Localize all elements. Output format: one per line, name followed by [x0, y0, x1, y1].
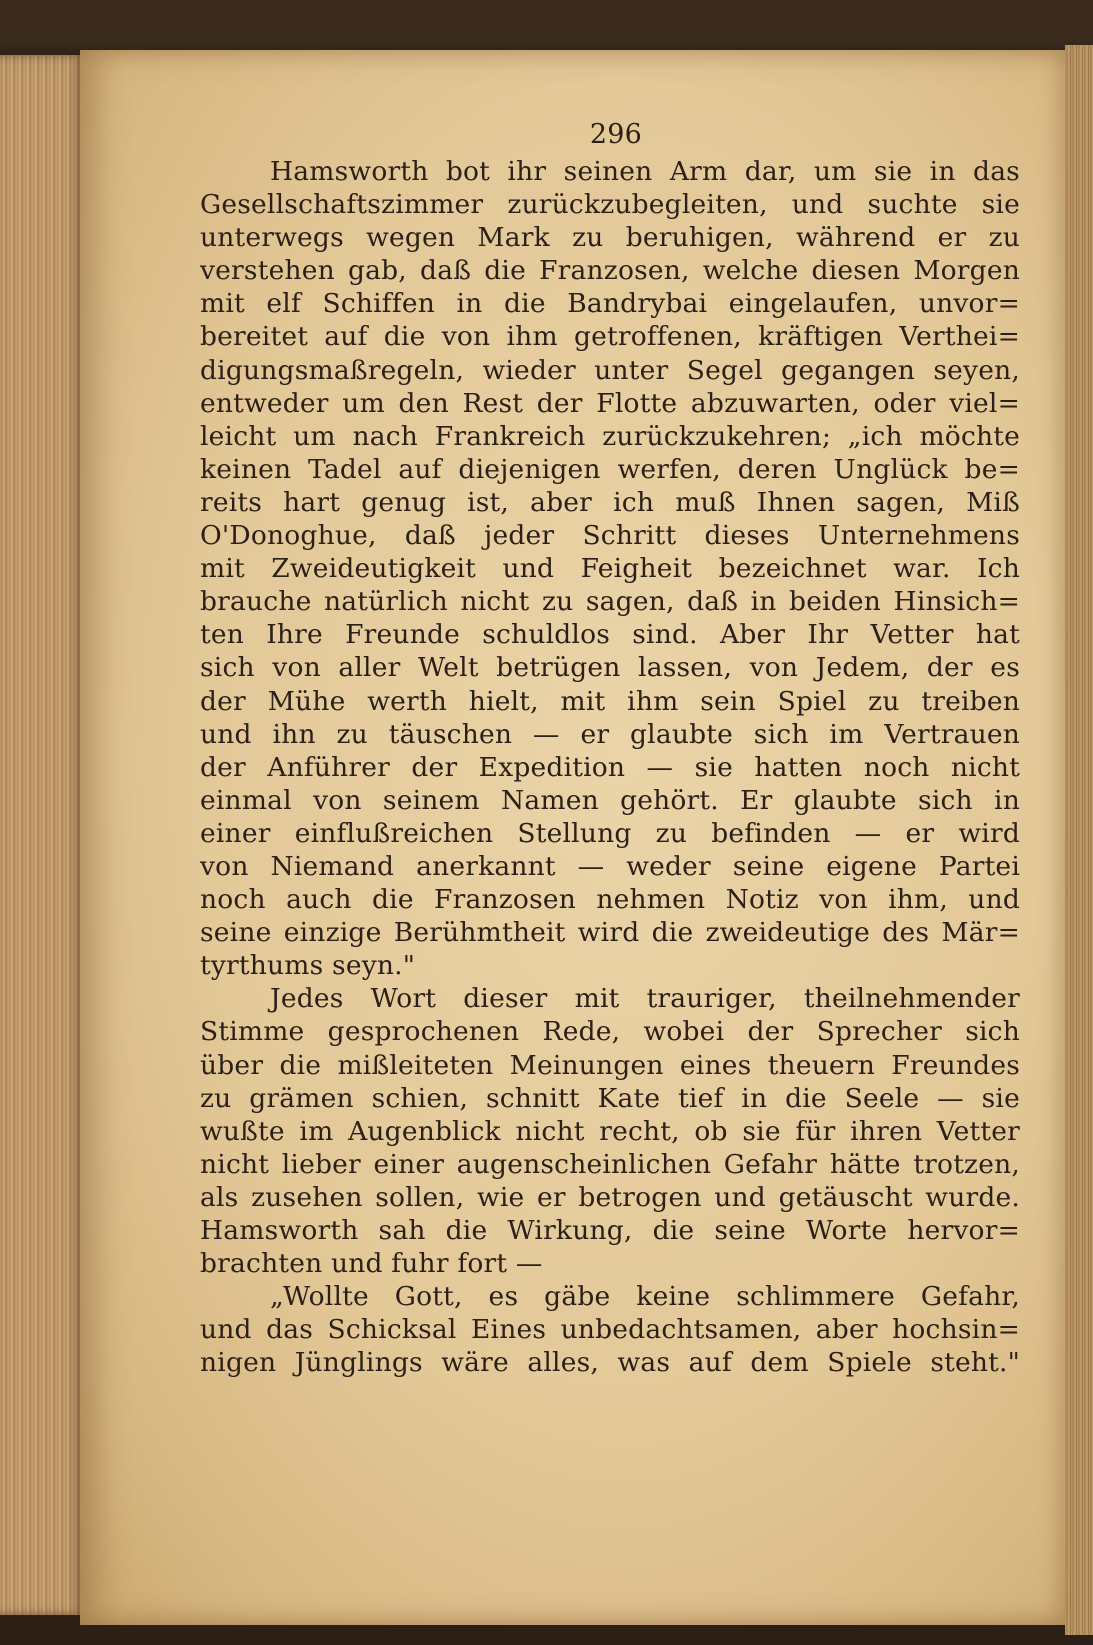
text-line: einer einflußreichen Stellung zu befinden — er wird — [200, 817, 1020, 849]
text-line: tyrthums seyn." — [200, 950, 416, 982]
text-line: O'Donoghue, daß jeder Schritt dieses Unternehmens — [200, 520, 1020, 552]
text-line: ten Ihre Freunde schuldlos sind. Aber Ihr Vetter hat — [200, 619, 1020, 651]
text-line: als zusehen sollen, wie er betrogen und getäuscht wurde. — [200, 1181, 1020, 1213]
page-number: 296 — [589, 119, 643, 150]
text-line: verstehen gab, daß die Franzosen, welche diesen Morgen — [200, 255, 1020, 287]
text-line: entweder um den Rest der Flotte abzuwarten, oder viel= — [200, 387, 1020, 419]
text-block — [200, 115, 1020, 1379]
text-line: Jedes Wort dieser mit trauriger, theilnehmender — [270, 983, 1020, 1015]
text-line: brachten und fuhr fort — — [200, 1248, 543, 1280]
text-line: über die mißleiteten Meinungen eines theuern Freundes — [200, 1049, 1020, 1081]
text-line: der Anführer der Expedition — sie hatten noch nicht — [200, 751, 1020, 783]
text-line: nigen Jünglings wäre alles, was auf dem Spiele steht." — [200, 1347, 1020, 1379]
text-line: zu grämen schien, schnitt Kate tief in die Seele — sie — [200, 1082, 1020, 1114]
text-line: keinen Tadel auf diejenigen werfen, deren Unglück be= — [200, 453, 1020, 485]
text-line: Hamsworth bot ihr seinen Arm dar, um sie in das — [270, 156, 1020, 187]
text-line: sich von aller Welt betrügen lassen, von Jedem, der es — [200, 652, 1020, 684]
text-line: mit elf Schiffen in die Bandrybai eingelaufen, unvor= — [200, 288, 1020, 320]
text-line: brauche natürlich nicht zu sagen, daß in beiden Hinsich= — [200, 586, 1020, 618]
text-line: und das Schicksal Eines unbedachtsamen, aber hochsin= — [200, 1314, 1020, 1346]
text-line: bereitet auf die von ihm getroffenen, kräftigen Verthei= — [200, 321, 1020, 353]
text-line: von Niemand anerkannt — weder seine eigene Partei — [200, 850, 1020, 882]
right-page-edges — [1065, 45, 1093, 1635]
body-text — [200, 155, 1020, 1379]
text-line: reits hart genug ist, aber ich muß Ihnen sagen, Miß — [200, 486, 1020, 518]
text-line: mit Zweideutigkeit und Feigheit bezeichnet war. Ich — [200, 553, 1020, 585]
text-line: und ihn zu täuschen — er glaubte sich im Vertrauen — [200, 718, 1020, 750]
left-page-edges — [0, 55, 84, 1615]
text-line: Hamsworth sah die Wirkung, die seine Worte hervor= — [200, 1215, 1020, 1246]
text-line: Stimme gesprochenen Rede, wobei der Sprecher sich — [200, 1016, 1020, 1048]
text-line: leicht um nach Frankreich zurückzukehren; „ich möchte — [200, 420, 1020, 452]
text-line: Gesellschaftszimmer zurückzubegleiten, und suchte sie — [200, 189, 1020, 221]
text-line: unterwegs wegen Mark zu beruhigen, während er zu — [200, 222, 1020, 254]
text-line: seine einzige Berühmtheit wird die zweideutige des Mär= — [200, 917, 1020, 949]
text-line: wußte im Augenblick nicht recht, ob sie für ihren Vetter — [200, 1115, 1020, 1147]
text-line: einmal von seinem Namen gehört. Er glaubte sich in — [200, 784, 1020, 816]
text-line: der Mühe werth hielt, mit ihm sein Spiel zu treiben — [200, 685, 1020, 717]
text-line: „Wollte Gott, es gäbe keine schlimmere Gefahr, — [270, 1281, 1020, 1313]
text-line: noch auch die Franzosen nehmen Notiz von ihm, und — [200, 884, 1020, 916]
text-line: digungsmaßregeln, wieder unter Segel gegangen seyen, — [200, 354, 1020, 386]
text-line: nicht lieber einer augenscheinlichen Gefahr hätte trotzen, — [200, 1148, 1020, 1180]
